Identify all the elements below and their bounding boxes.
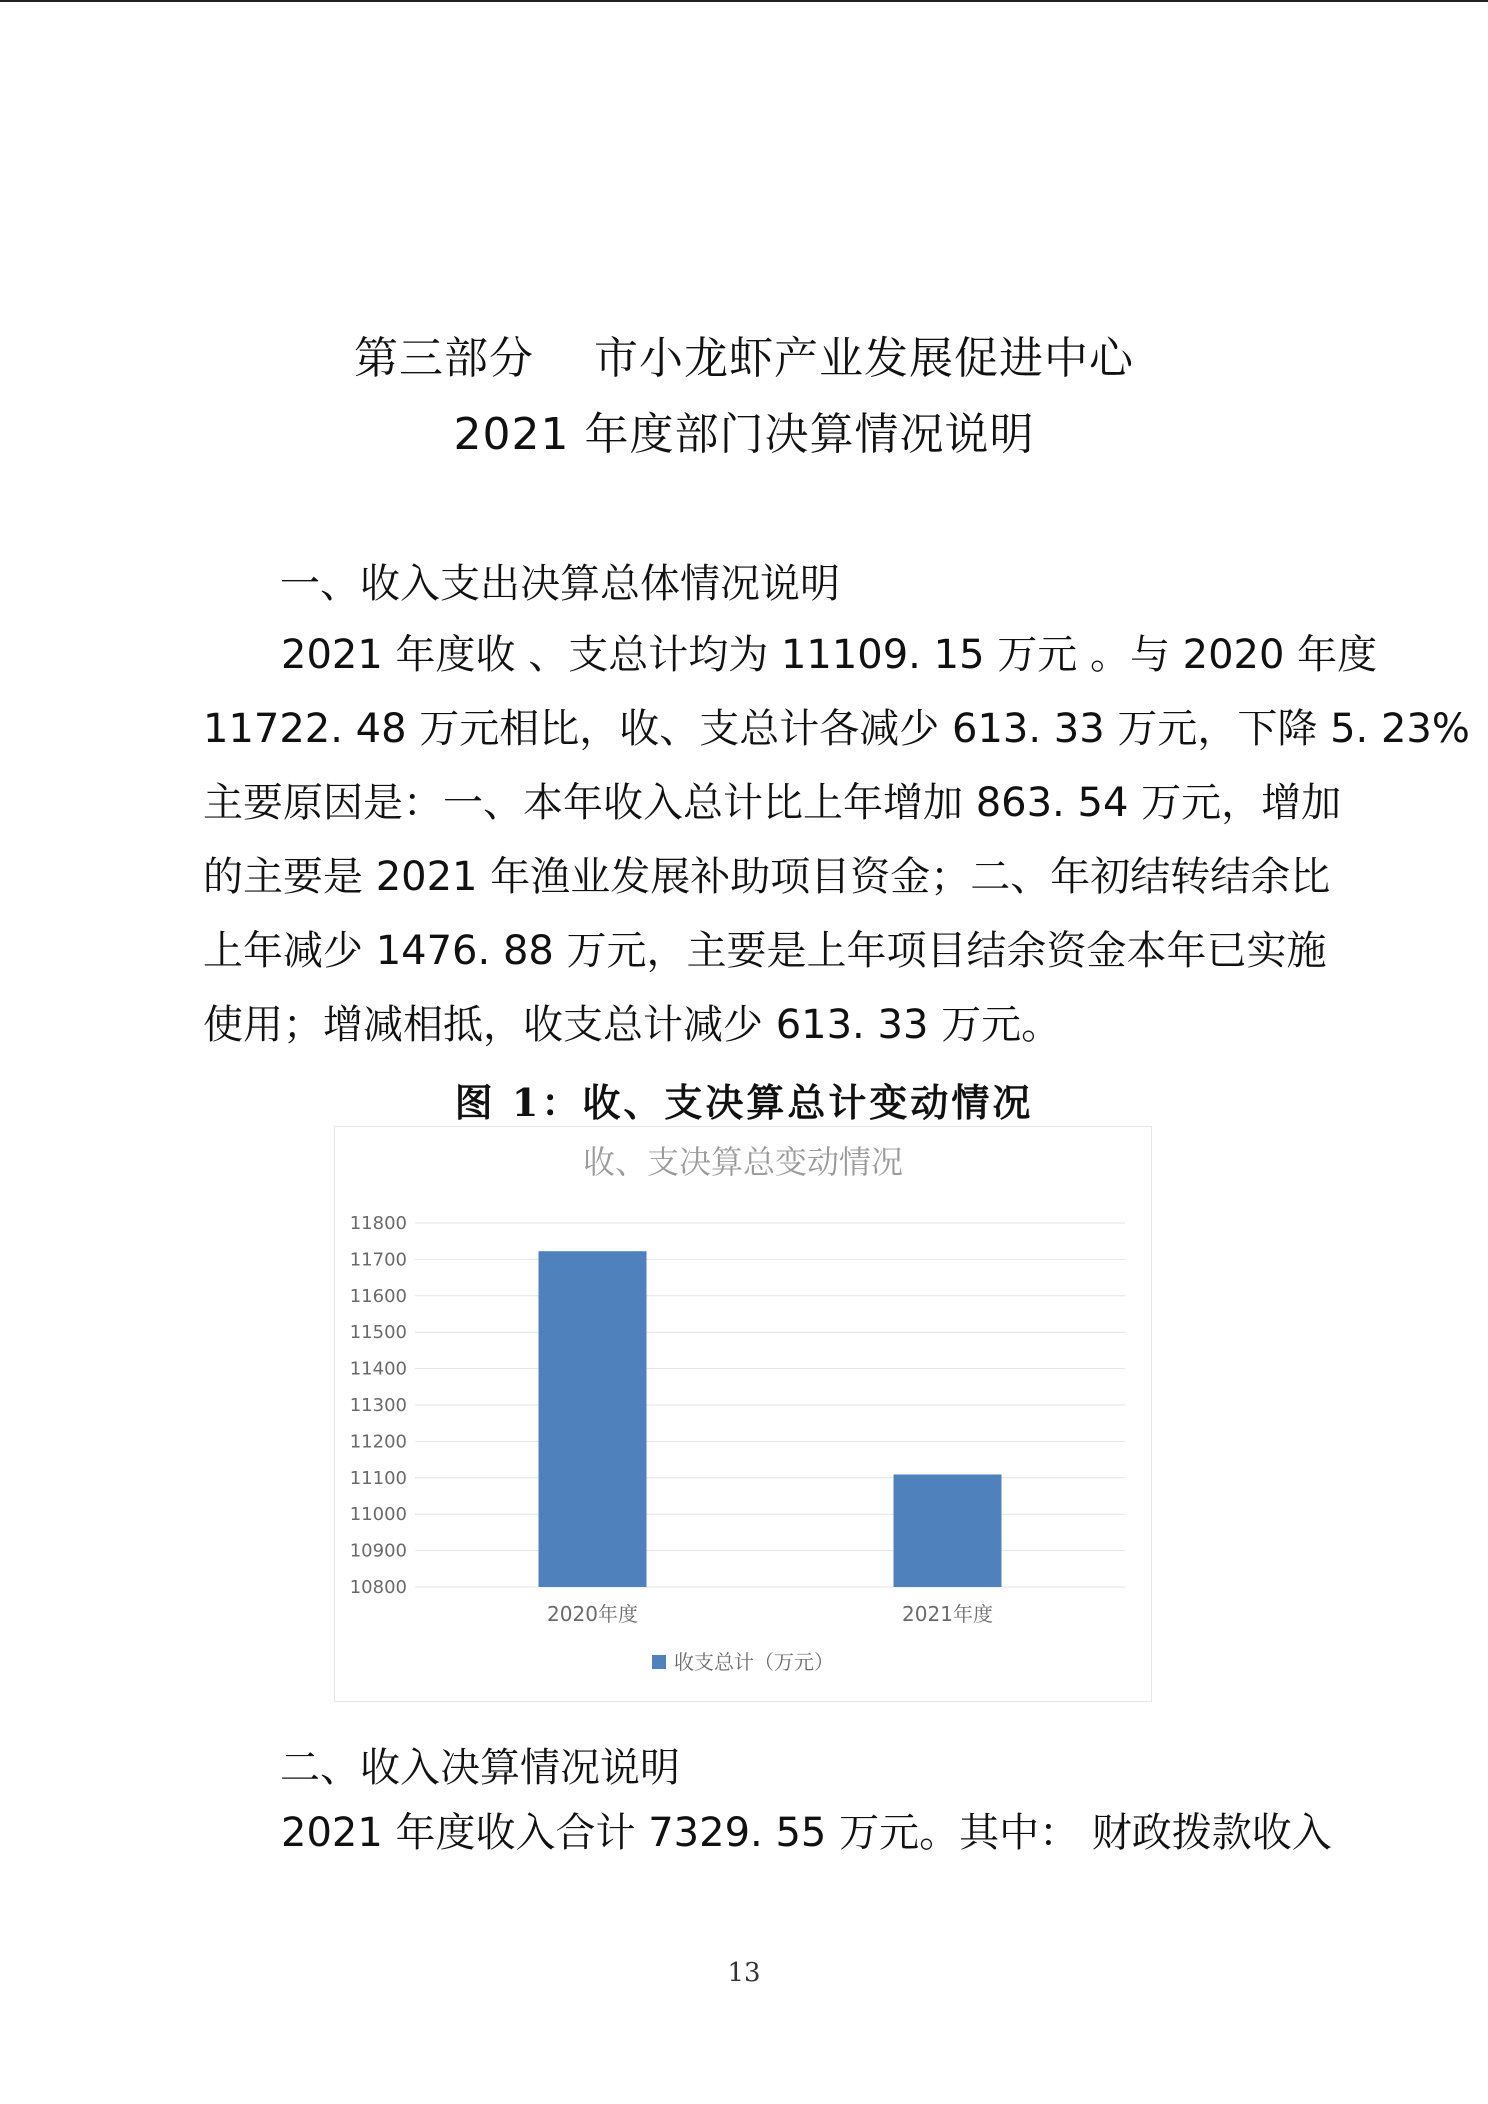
x-tick-label: 2020年度 bbox=[547, 1602, 638, 1626]
bar bbox=[894, 1474, 1002, 1587]
paragraph-line: 2021 年度收入合计 7329. 55 万元。其中： 财政拨款收入 bbox=[281, 1810, 1332, 1856]
bar-chart bbox=[334, 1126, 1152, 1702]
section2-paragraph bbox=[203, 1796, 1332, 1870]
y-tick-label: 11100 bbox=[349, 1467, 407, 1489]
y-tick-label: 11600 bbox=[349, 1285, 407, 1307]
figure-caption: 图 1：收、支决算总计变动情况 bbox=[454, 1080, 1034, 1125]
section2-heading: 二、收入决算情况说明 bbox=[280, 1745, 680, 1791]
legend-label: 收支总计（万元） bbox=[674, 1650, 834, 1674]
y-tick-label: 11800 bbox=[349, 1213, 407, 1234]
top-border-line bbox=[0, 0, 1488, 2]
x-tick-label: 2021年度 bbox=[902, 1602, 993, 1626]
section1-heading: 一、收入支出决算总体情况说明 bbox=[280, 561, 840, 607]
y-tick-label: 11300 bbox=[349, 1395, 407, 1416]
legend-swatch bbox=[652, 1655, 666, 1669]
bar bbox=[539, 1251, 647, 1587]
y-tick-label: 11400 bbox=[349, 1358, 407, 1380]
bar-chart-svg bbox=[335, 1127, 1151, 1701]
chart-title: 收、支决算总变动情况 bbox=[582, 1143, 904, 1181]
y-tick-label: 11700 bbox=[349, 1249, 407, 1271]
y-tick-label: 11200 bbox=[349, 1431, 407, 1453]
paragraph-line: 使用；增减相抵，收支总计减少 613. 33 万元。 bbox=[203, 1002, 1062, 1048]
y-tick-label: 10900 bbox=[349, 1540, 407, 1562]
page-title-line1: 第三部分 市小龙虾产业发展促进中心 bbox=[354, 333, 1134, 384]
paragraph-line: 11722. 48 万元相比，收、支总计各减少 613. 33 万元，下降 5. 23% bbox=[203, 706, 1470, 752]
y-tick-label: 11000 bbox=[349, 1504, 407, 1526]
section1-paragraph bbox=[203, 618, 1470, 1062]
y-tick-label: 11500 bbox=[349, 1322, 407, 1344]
page-number: 13 bbox=[727, 1958, 761, 1988]
paragraph-line: 2021 年度收 、支总计均为 11109. 15 万元 。与 2020 年度 bbox=[281, 632, 1378, 678]
paragraph-line: 的主要是 2021 年渔业发展补助项目资金；二、年初结转结余比 bbox=[203, 854, 1331, 900]
page-title-line2: 2021 年度部门决算情况说明 bbox=[453, 409, 1035, 460]
paragraph-line: 上年减少 1476. 88 万元，主要是上年项目结余资金本年已实施 bbox=[203, 928, 1327, 974]
paragraph-line: 主要原因是：一、本年收入总计比上年增加 863. 54 万元，增加 bbox=[203, 780, 1342, 826]
y-tick-label: 10800 bbox=[349, 1577, 407, 1598]
